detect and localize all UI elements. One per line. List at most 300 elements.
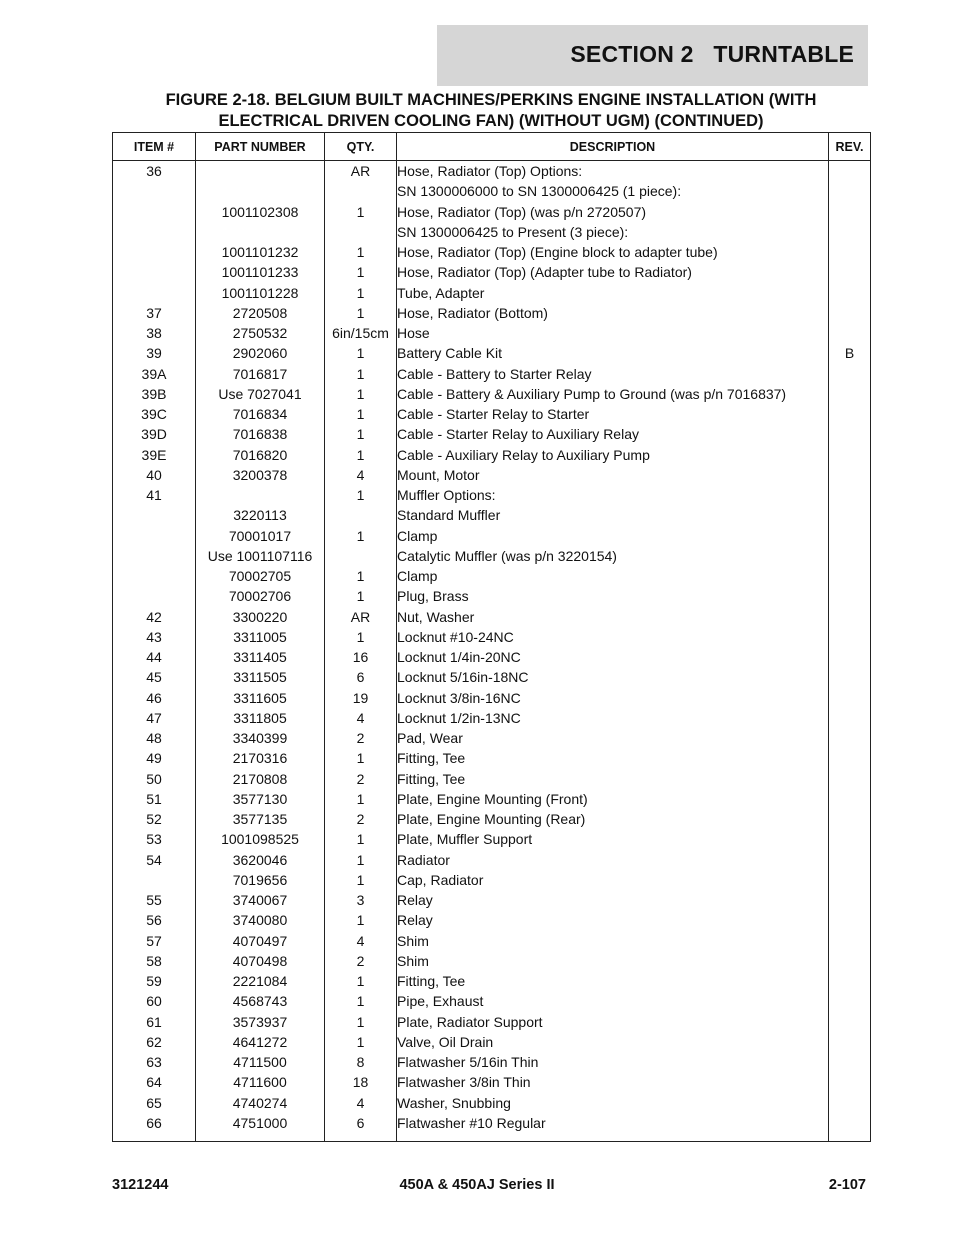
description-cell: Pad, Wear xyxy=(397,728,829,748)
quantity-cell: 1 xyxy=(325,283,397,303)
description-cell: Relay xyxy=(397,910,829,930)
item-number-cell xyxy=(113,546,196,566)
quantity-cell: 1 xyxy=(325,343,397,363)
item-number-cell: 63 xyxy=(113,1052,196,1072)
description-cell: Fitting, Tee xyxy=(397,971,829,991)
revision-cell xyxy=(829,323,871,343)
quantity-cell: 2 xyxy=(325,951,397,971)
part-number-cell: 4070498 xyxy=(196,951,325,971)
part-number-cell: 4740274 xyxy=(196,1093,325,1113)
item-number-cell: 58 xyxy=(113,951,196,971)
quantity-cell: 6 xyxy=(325,1113,397,1142)
table-row xyxy=(113,1093,871,1113)
quantity-cell: 18 xyxy=(325,1072,397,1092)
part-number-cell: 3200378 xyxy=(196,465,325,485)
quantity-cell: 1 xyxy=(325,526,397,546)
description-cell: Flatwasher #10 Regular xyxy=(397,1113,829,1142)
table-row xyxy=(113,991,871,1011)
table-row xyxy=(113,951,871,971)
item-number-cell: 48 xyxy=(113,728,196,748)
description-cell: Hose, Radiator (Top) Options: xyxy=(397,161,829,182)
table-row xyxy=(113,971,871,991)
part-number-cell: 2902060 xyxy=(196,343,325,363)
table-row xyxy=(113,607,871,627)
table-row xyxy=(113,222,871,242)
table-row xyxy=(113,870,871,890)
table-row xyxy=(113,910,871,930)
part-number-cell: Use 7027041 xyxy=(196,384,325,404)
description-cell: Washer, Snubbing xyxy=(397,1093,829,1113)
table-row xyxy=(113,627,871,647)
item-number-cell xyxy=(113,242,196,262)
item-number-cell: 66 xyxy=(113,1113,196,1142)
description-cell: Fitting, Tee xyxy=(397,769,829,789)
table-row xyxy=(113,404,871,424)
table-row xyxy=(113,262,871,282)
description-cell: Cable - Battery & Auxiliary Pump to Ground (was p/n 7016837) xyxy=(397,384,829,404)
revision-cell: B xyxy=(829,343,871,363)
description-cell: Plate, Muffler Support xyxy=(397,829,829,849)
item-number-cell: 41 xyxy=(113,485,196,505)
item-number-cell: 39A xyxy=(113,364,196,384)
table-row xyxy=(113,202,871,222)
item-number-cell xyxy=(113,262,196,282)
part-number-cell: 4641272 xyxy=(196,1032,325,1052)
revision-cell xyxy=(829,505,871,525)
description-cell: Clamp xyxy=(397,526,829,546)
revision-cell xyxy=(829,607,871,627)
table-row xyxy=(113,445,871,465)
quantity-cell xyxy=(325,505,397,525)
quantity-cell: 1 xyxy=(325,971,397,991)
quantity-cell: AR xyxy=(325,161,397,182)
item-number-cell: 59 xyxy=(113,971,196,991)
revision-cell xyxy=(829,809,871,829)
part-number-cell: 1001098525 xyxy=(196,829,325,849)
part-number-cell: 3311505 xyxy=(196,667,325,687)
description-cell: Plug, Brass xyxy=(397,586,829,606)
part-number-cell: 7016820 xyxy=(196,445,325,465)
description-cell: Hose xyxy=(397,323,829,343)
part-number-cell: 3577135 xyxy=(196,809,325,829)
quantity-cell: 4 xyxy=(325,465,397,485)
item-number-cell xyxy=(113,526,196,546)
part-number-cell: 2170808 xyxy=(196,769,325,789)
part-number-cell: 2720508 xyxy=(196,303,325,323)
description-cell: Muffler Options: xyxy=(397,485,829,505)
table-row xyxy=(113,181,871,201)
item-number-cell: 47 xyxy=(113,708,196,728)
quantity-cell xyxy=(325,181,397,201)
description-cell: Plate, Radiator Support xyxy=(397,1012,829,1032)
description-cell: Shim xyxy=(397,951,829,971)
item-number-cell: 39C xyxy=(113,404,196,424)
table-row xyxy=(113,1052,871,1072)
description-cell: Hose, Radiator (Top) (was p/n 2720507) xyxy=(397,202,829,222)
part-number-cell: 2750532 xyxy=(196,323,325,343)
item-number-cell: 56 xyxy=(113,910,196,930)
quantity-cell: 1 xyxy=(325,850,397,870)
revision-cell xyxy=(829,971,871,991)
revision-cell xyxy=(829,627,871,647)
revision-cell xyxy=(829,951,871,971)
header-item-number: ITEM # xyxy=(113,133,196,161)
description-cell: Pipe, Exhaust xyxy=(397,991,829,1011)
revision-cell xyxy=(829,789,871,809)
footer-document-number: 3121244 xyxy=(112,1177,169,1193)
part-number-cell: 3573937 xyxy=(196,1012,325,1032)
part-number-cell: 7016838 xyxy=(196,424,325,444)
description-cell: Cap, Radiator xyxy=(397,870,829,890)
revision-cell xyxy=(829,931,871,951)
figure-title-line-2: ELECTRICAL DRIVEN COOLING FAN) (WITHOUT UGM) (CONTINUED) xyxy=(218,112,764,130)
item-number-cell xyxy=(113,181,196,201)
table-row xyxy=(113,647,871,667)
quantity-cell: 2 xyxy=(325,769,397,789)
part-number-cell: 3577130 xyxy=(196,789,325,809)
parts-table-body xyxy=(113,161,871,1142)
revision-cell xyxy=(829,242,871,262)
item-number-cell: 39D xyxy=(113,424,196,444)
part-number-cell xyxy=(196,485,325,505)
item-number-cell: 54 xyxy=(113,850,196,870)
revision-cell xyxy=(829,566,871,586)
quantity-cell: 8 xyxy=(325,1052,397,1072)
item-number-cell: 64 xyxy=(113,1072,196,1092)
item-number-cell: 57 xyxy=(113,931,196,951)
part-number-cell xyxy=(196,181,325,201)
description-cell: Plate, Engine Mounting (Rear) xyxy=(397,809,829,829)
item-number-cell: 49 xyxy=(113,748,196,768)
item-number-cell: 39 xyxy=(113,343,196,363)
description-cell: Battery Cable Kit xyxy=(397,343,829,363)
description-cell: Flatwasher 3/8in Thin xyxy=(397,1072,829,1092)
quantity-cell: 1 xyxy=(325,364,397,384)
quantity-cell: 1 xyxy=(325,404,397,424)
item-number-cell: 50 xyxy=(113,769,196,789)
item-number-cell: 44 xyxy=(113,647,196,667)
table-row xyxy=(113,161,871,182)
part-number-cell: 70001017 xyxy=(196,526,325,546)
description-cell: Fitting, Tee xyxy=(397,748,829,768)
table-row xyxy=(113,505,871,525)
table-row xyxy=(113,688,871,708)
revision-cell xyxy=(829,708,871,728)
quantity-cell: 1 xyxy=(325,566,397,586)
revision-cell xyxy=(829,586,871,606)
table-row xyxy=(113,728,871,748)
quantity-cell: 2 xyxy=(325,809,397,829)
revision-cell xyxy=(829,546,871,566)
part-number-cell: 1001101233 xyxy=(196,262,325,282)
table-header-row xyxy=(113,133,871,161)
description-cell: Cable - Battery to Starter Relay xyxy=(397,364,829,384)
table-row xyxy=(113,850,871,870)
quantity-cell xyxy=(325,222,397,242)
item-number-cell: 43 xyxy=(113,627,196,647)
description-cell: Locknut 1/2in-13NC xyxy=(397,708,829,728)
header-description: DESCRIPTION xyxy=(397,133,829,161)
table-row xyxy=(113,384,871,404)
description-cell: Locknut #10-24NC xyxy=(397,627,829,647)
description-cell: Radiator xyxy=(397,850,829,870)
revision-cell xyxy=(829,870,871,890)
revision-cell xyxy=(829,769,871,789)
header-revision: REV. xyxy=(829,133,871,161)
section-header-band xyxy=(437,25,868,86)
part-number-cell: 3620046 xyxy=(196,850,325,870)
table-row xyxy=(113,526,871,546)
revision-cell xyxy=(829,1052,871,1072)
revision-cell xyxy=(829,384,871,404)
item-number-cell: 37 xyxy=(113,303,196,323)
table-row xyxy=(113,364,871,384)
table-row xyxy=(113,586,871,606)
part-number-cell: 4751000 xyxy=(196,1113,325,1142)
quantity-cell: 1 xyxy=(325,303,397,323)
revision-cell xyxy=(829,1032,871,1052)
part-number-cell: 3311805 xyxy=(196,708,325,728)
table-row xyxy=(113,829,871,849)
item-number-cell: 46 xyxy=(113,688,196,708)
quantity-cell: 6in/15cm xyxy=(325,323,397,343)
revision-cell xyxy=(829,890,871,910)
quantity-cell: 1 xyxy=(325,424,397,444)
revision-cell xyxy=(829,991,871,1011)
table-row xyxy=(113,323,871,343)
part-number-cell xyxy=(196,222,325,242)
section-title: SECTION 2 TURNTABLE xyxy=(570,41,854,67)
item-number-cell: 65 xyxy=(113,1093,196,1113)
footer-page-number: 2-107 xyxy=(828,1177,866,1193)
revision-cell xyxy=(829,181,871,201)
part-number-cell: 4070497 xyxy=(196,931,325,951)
part-number-cell: 1001101228 xyxy=(196,283,325,303)
description-cell: SN 1300006425 to Present (3 piece): xyxy=(397,222,829,242)
revision-cell xyxy=(829,364,871,384)
table-row xyxy=(113,566,871,586)
part-number-cell: 3311605 xyxy=(196,688,325,708)
revision-cell xyxy=(829,202,871,222)
description-cell: Catalytic Muffler (was p/n 3220154) xyxy=(397,546,829,566)
table-row xyxy=(113,242,871,262)
description-cell: Hose, Radiator (Bottom) xyxy=(397,303,829,323)
item-number-cell: 39B xyxy=(113,384,196,404)
table-row xyxy=(113,546,871,566)
quantity-cell: 1 xyxy=(325,829,397,849)
revision-cell xyxy=(829,262,871,282)
quantity-cell: 16 xyxy=(325,647,397,667)
quantity-cell: 3 xyxy=(325,890,397,910)
part-number-cell: 4711600 xyxy=(196,1072,325,1092)
revision-cell xyxy=(829,667,871,687)
description-cell: Cable - Starter Relay to Auxiliary Relay xyxy=(397,424,829,444)
parts-table xyxy=(112,132,871,1142)
quantity-cell: 1 xyxy=(325,202,397,222)
quantity-cell: 1 xyxy=(325,870,397,890)
part-number-cell: 3220113 xyxy=(196,505,325,525)
quantity-cell: 19 xyxy=(325,688,397,708)
part-number-cell: Use 1001107116 xyxy=(196,546,325,566)
quantity-cell: 4 xyxy=(325,1093,397,1113)
table-row xyxy=(113,708,871,728)
description-cell: Locknut 5/16in-18NC xyxy=(397,667,829,687)
figure-title xyxy=(112,90,870,132)
part-number-cell: 7016834 xyxy=(196,404,325,424)
item-number-cell: 36 xyxy=(113,161,196,182)
quantity-cell: 1 xyxy=(325,586,397,606)
revision-cell xyxy=(829,748,871,768)
table-row xyxy=(113,424,871,444)
figure-title-line-1: FIGURE 2-18. BELGIUM BUILT MACHINES/PERKINS ENGINE INSTALLATION (WITH xyxy=(165,91,817,109)
item-number-cell: 39E xyxy=(113,445,196,465)
revision-cell xyxy=(829,850,871,870)
table-row xyxy=(113,465,871,485)
quantity-cell: 1 xyxy=(325,1012,397,1032)
revision-cell xyxy=(829,910,871,930)
revision-cell xyxy=(829,1113,871,1142)
revision-cell xyxy=(829,688,871,708)
part-number-cell: 1001102308 xyxy=(196,202,325,222)
quantity-cell: 2 xyxy=(325,728,397,748)
description-cell: Nut, Washer xyxy=(397,607,829,627)
part-number-cell: 3740067 xyxy=(196,890,325,910)
table-row xyxy=(113,667,871,687)
item-number-cell: 42 xyxy=(113,607,196,627)
revision-cell xyxy=(829,829,871,849)
footer-model-series: 450A & 450AJ Series II xyxy=(399,1177,555,1193)
table-row xyxy=(113,283,871,303)
description-cell: Plate, Engine Mounting (Front) xyxy=(397,789,829,809)
part-number-cell: 1001101232 xyxy=(196,242,325,262)
quantity-cell: 6 xyxy=(325,667,397,687)
description-cell: Standard Muffler xyxy=(397,505,829,525)
description-cell: Hose, Radiator (Top) (Adapter tube to Radiator) xyxy=(397,262,829,282)
table-row xyxy=(113,809,871,829)
revision-cell xyxy=(829,445,871,465)
table-row xyxy=(113,748,871,768)
quantity-cell: 1 xyxy=(325,991,397,1011)
item-number-cell: 61 xyxy=(113,1012,196,1032)
part-number-cell: 3311005 xyxy=(196,627,325,647)
item-number-cell: 55 xyxy=(113,890,196,910)
revision-cell xyxy=(829,303,871,323)
quantity-cell: 1 xyxy=(325,789,397,809)
item-number-cell xyxy=(113,505,196,525)
item-number-cell xyxy=(113,586,196,606)
part-number-cell xyxy=(196,161,325,182)
quantity-cell: 1 xyxy=(325,242,397,262)
revision-cell xyxy=(829,728,871,748)
revision-cell xyxy=(829,1072,871,1092)
item-number-cell: 60 xyxy=(113,991,196,1011)
revision-cell xyxy=(829,526,871,546)
table-row xyxy=(113,890,871,910)
table-row xyxy=(113,769,871,789)
item-number-cell: 53 xyxy=(113,829,196,849)
item-number-cell: 52 xyxy=(113,809,196,829)
part-number-cell: 3300220 xyxy=(196,607,325,627)
description-cell: Mount, Motor xyxy=(397,465,829,485)
table-row xyxy=(113,931,871,951)
part-number-cell: 3340399 xyxy=(196,728,325,748)
description-cell: Locknut 3/8in-16NC xyxy=(397,688,829,708)
revision-cell xyxy=(829,161,871,182)
part-number-cell: 3311405 xyxy=(196,647,325,667)
revision-cell xyxy=(829,647,871,667)
quantity-cell: AR xyxy=(325,607,397,627)
revision-cell xyxy=(829,283,871,303)
part-number-cell: 4568743 xyxy=(196,991,325,1011)
item-number-cell: 45 xyxy=(113,667,196,687)
description-cell: SN 1300006000 to SN 1300006425 (1 piece): xyxy=(397,181,829,201)
item-number-cell xyxy=(113,566,196,586)
description-cell: Hose, Radiator (Top) (Engine block to adapter tube) xyxy=(397,242,829,262)
table-row xyxy=(113,1113,871,1142)
quantity-cell xyxy=(325,546,397,566)
quantity-cell: 1 xyxy=(325,445,397,465)
header-part-number: PART NUMBER xyxy=(196,133,325,161)
part-number-cell: 70002705 xyxy=(196,566,325,586)
part-number-cell: 2221084 xyxy=(196,971,325,991)
description-cell: Cable - Auxiliary Relay to Auxiliary Pump xyxy=(397,445,829,465)
quantity-cell: 1 xyxy=(325,384,397,404)
description-cell: Clamp xyxy=(397,566,829,586)
description-cell: Valve, Oil Drain xyxy=(397,1032,829,1052)
item-number-cell xyxy=(113,283,196,303)
description-cell: Flatwasher 5/16in Thin xyxy=(397,1052,829,1072)
table-row xyxy=(113,1072,871,1092)
item-number-cell xyxy=(113,202,196,222)
revision-cell xyxy=(829,465,871,485)
part-number-cell: 7019656 xyxy=(196,870,325,890)
description-cell: Tube, Adapter xyxy=(397,283,829,303)
part-number-cell: 3740080 xyxy=(196,910,325,930)
quantity-cell: 1 xyxy=(325,485,397,505)
table-row xyxy=(113,485,871,505)
revision-cell xyxy=(829,1093,871,1113)
table-row xyxy=(113,303,871,323)
table-row xyxy=(113,343,871,363)
revision-cell xyxy=(829,404,871,424)
revision-cell xyxy=(829,1012,871,1032)
revision-cell xyxy=(829,485,871,505)
item-number-cell: 62 xyxy=(113,1032,196,1052)
table-row xyxy=(113,1012,871,1032)
part-number-cell: 2170316 xyxy=(196,748,325,768)
quantity-cell: 4 xyxy=(325,708,397,728)
item-number-cell xyxy=(113,870,196,890)
item-number-cell xyxy=(113,222,196,242)
item-number-cell: 38 xyxy=(113,323,196,343)
description-cell: Cable - Starter Relay to Starter xyxy=(397,404,829,424)
description-cell: Locknut 1/4in-20NC xyxy=(397,647,829,667)
quantity-cell: 1 xyxy=(325,262,397,282)
part-number-cell: 70002706 xyxy=(196,586,325,606)
part-number-cell: 7016817 xyxy=(196,364,325,384)
part-number-cell: 4711500 xyxy=(196,1052,325,1072)
description-cell: Relay xyxy=(397,890,829,910)
header-quantity: QTY. xyxy=(325,133,397,161)
quantity-cell: 1 xyxy=(325,910,397,930)
table-row xyxy=(113,1032,871,1052)
quantity-cell: 1 xyxy=(325,1032,397,1052)
table-row xyxy=(113,789,871,809)
item-number-cell: 40 xyxy=(113,465,196,485)
revision-cell xyxy=(829,222,871,242)
quantity-cell: 1 xyxy=(325,627,397,647)
revision-cell xyxy=(829,424,871,444)
